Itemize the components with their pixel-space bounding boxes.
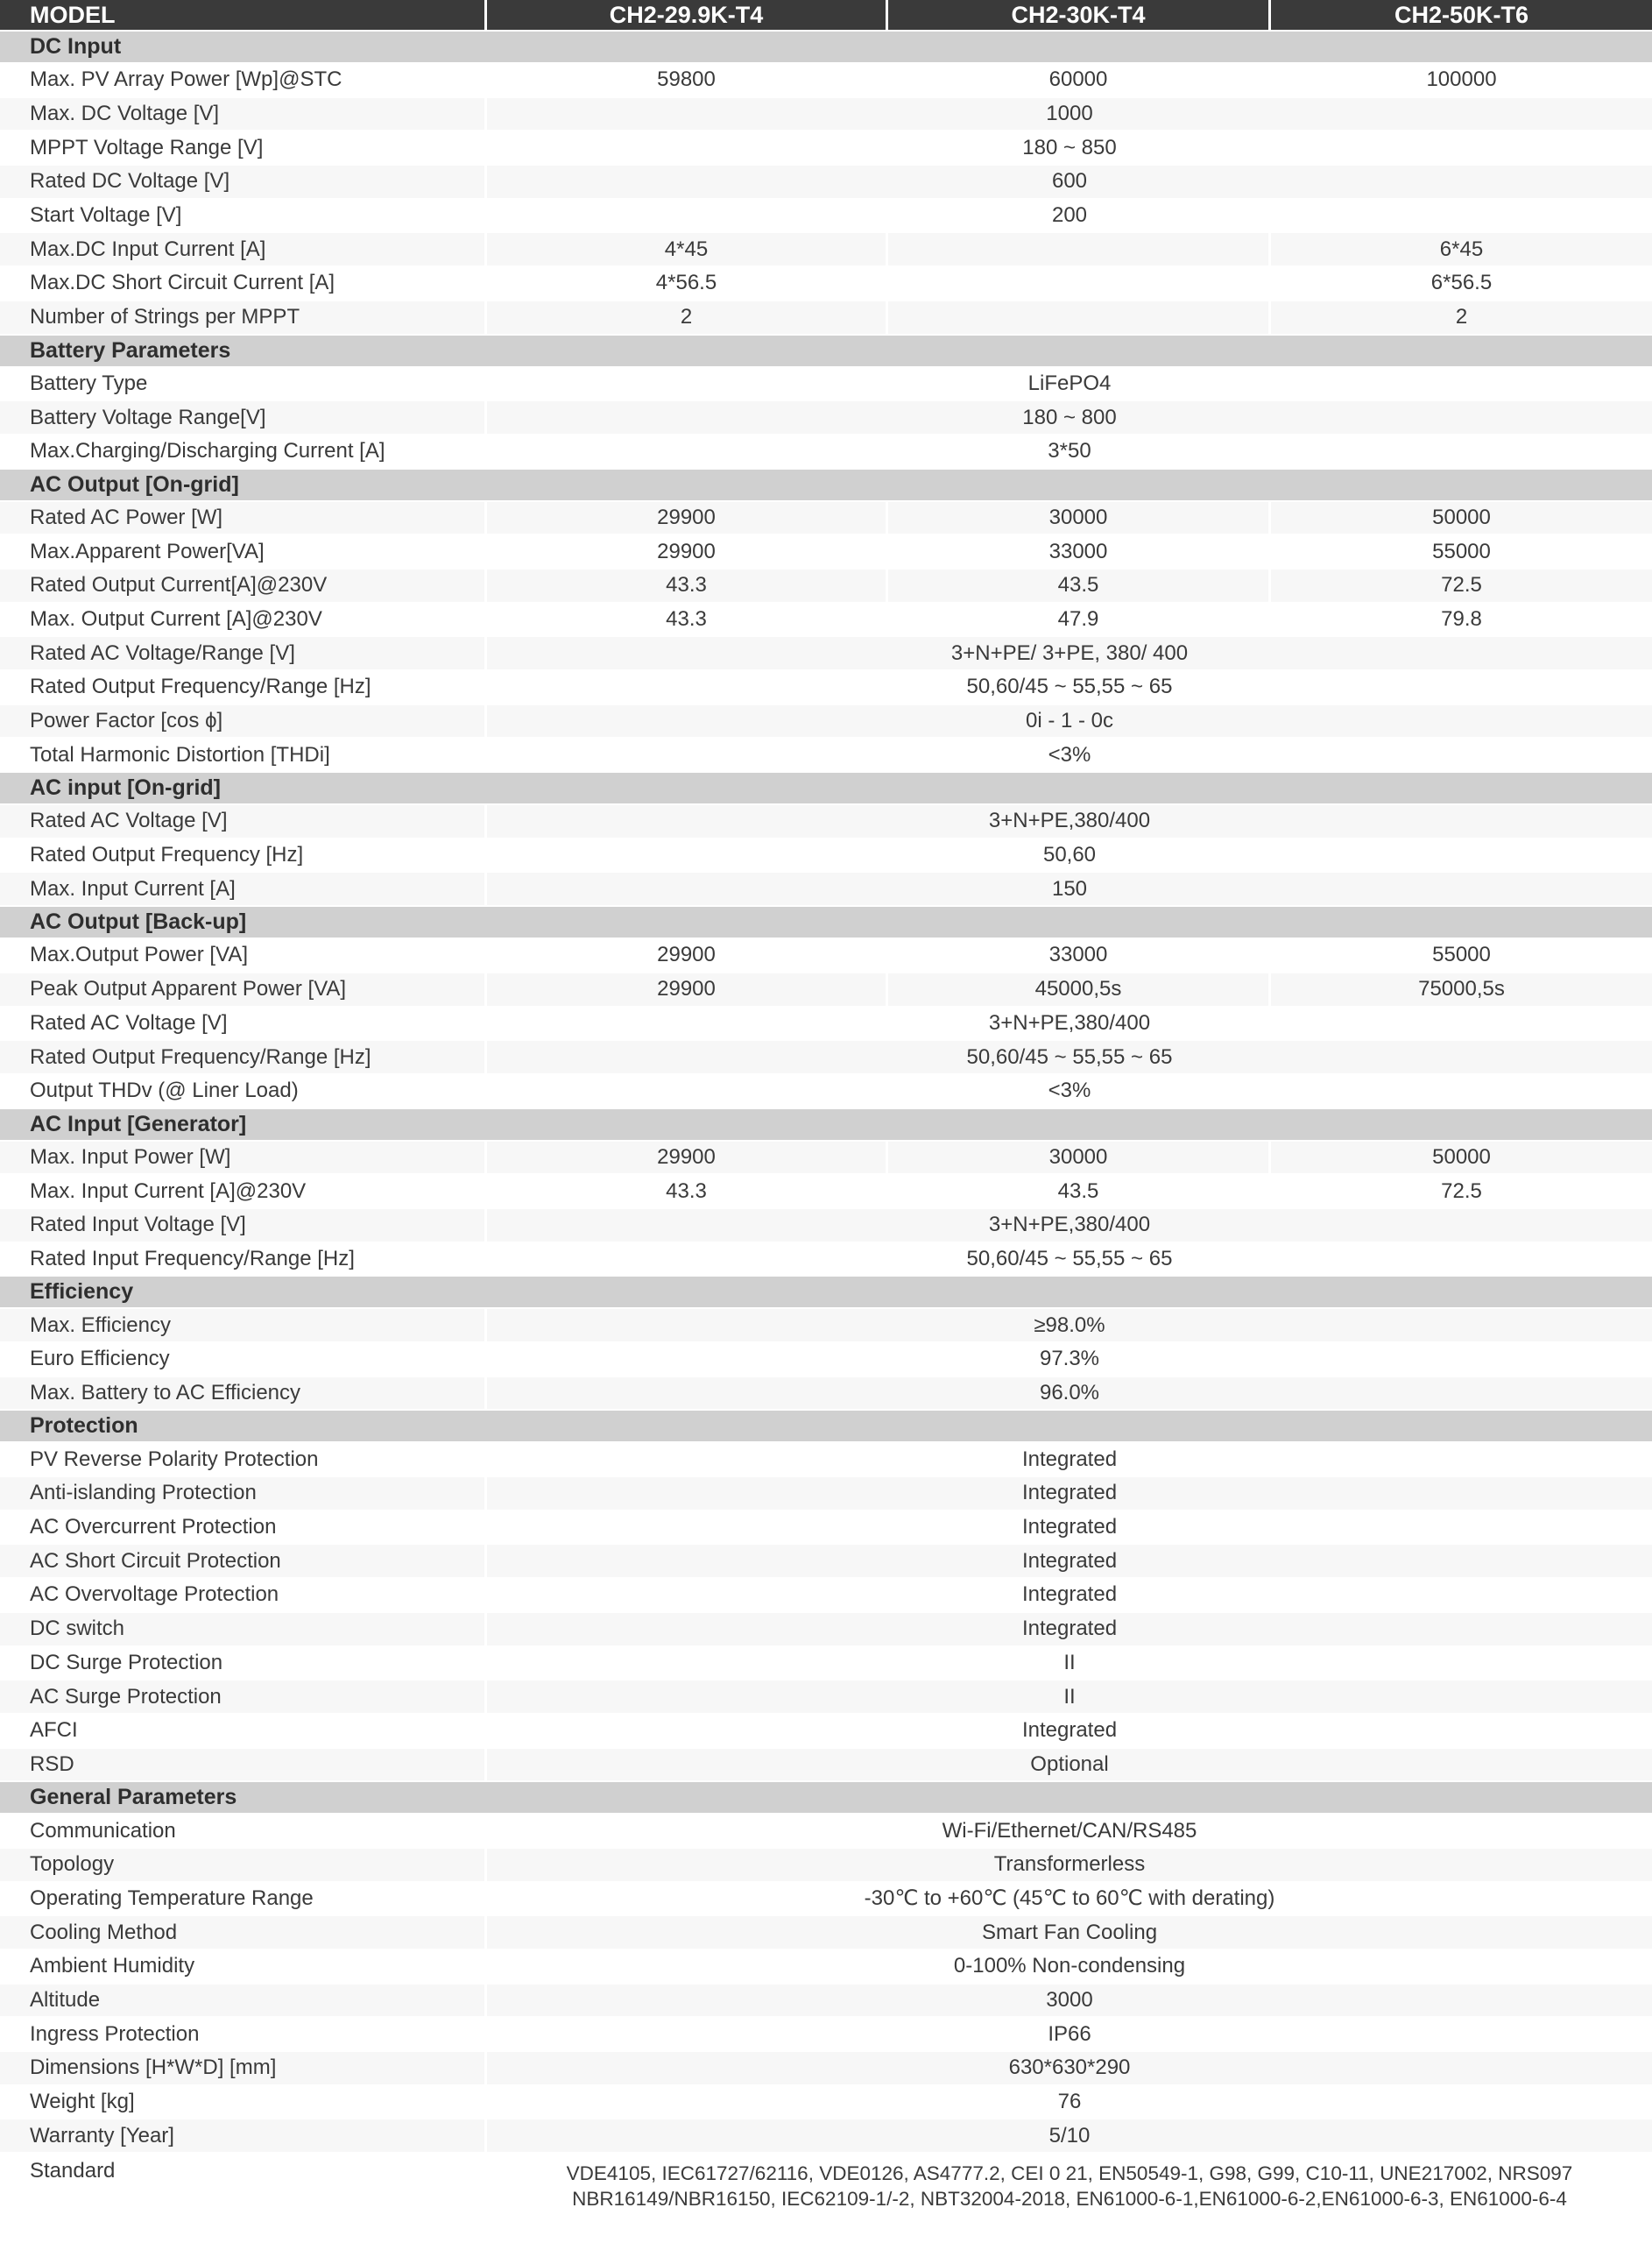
spec-value: 50000 bbox=[1268, 1142, 1652, 1174]
spec-row bbox=[0, 164, 1652, 198]
spec-row bbox=[0, 1207, 1652, 1242]
spec-value: ≥98.0% bbox=[484, 1309, 1652, 1341]
spec-value: 43.5 bbox=[886, 1175, 1268, 1207]
spec-value: 50,60 bbox=[484, 839, 1652, 872]
model-header-2: CH2-30K-T4 bbox=[886, 0, 1268, 30]
spec-value: Smart Fan Cooling bbox=[484, 1916, 1652, 1949]
spec-value: Integrated bbox=[484, 1477, 1652, 1510]
spec-label: Dimensions [H*W*D] [mm] bbox=[30, 2055, 277, 2080]
spec-row bbox=[0, 366, 1652, 400]
spec-label: Standard bbox=[30, 2159, 116, 2183]
spec-value: 55000 bbox=[1268, 939, 1652, 972]
spec-label: Max. Battery to AC Efficiency bbox=[30, 1381, 301, 1405]
spec-label: Cooling Method bbox=[30, 1920, 178, 1944]
spec-row bbox=[0, 871, 1652, 905]
spec-label: Number of Strings per MPPT bbox=[30, 305, 300, 329]
spec-value: 75000,5s bbox=[1268, 973, 1652, 1006]
spec-row bbox=[0, 938, 1652, 972]
spec-label: RSD bbox=[30, 1751, 74, 1776]
spec-row bbox=[0, 568, 1652, 602]
spec-row bbox=[0, 1914, 1652, 1949]
spec-row bbox=[0, 803, 1652, 838]
spec-value: Integrated bbox=[484, 1715, 1652, 1747]
spec-row bbox=[0, 1242, 1652, 1276]
spec-row bbox=[0, 400, 1652, 434]
spec-label: Power Factor [cos ϕ] bbox=[30, 709, 223, 733]
spec-row bbox=[0, 500, 1652, 534]
spec-value: Integrated bbox=[484, 1443, 1652, 1475]
spec-value: 50,60/45 ~ 55,55 ~ 65 bbox=[484, 1243, 1652, 1276]
spec-label: Rated AC Voltage [V] bbox=[30, 809, 228, 833]
spec-value: 76 bbox=[484, 2086, 1652, 2119]
spec-label: Topology bbox=[30, 1852, 115, 1877]
spec-label: AFCI bbox=[30, 1718, 78, 1743]
spec-value: 33000 bbox=[886, 535, 1268, 568]
spec-value: <3% bbox=[484, 739, 1652, 771]
spec-row bbox=[0, 96, 1652, 131]
spec-row bbox=[0, 1073, 1652, 1107]
spec-value: 43.5 bbox=[886, 570, 1268, 602]
spec-label: Rated Output Frequency/Range [Hz] bbox=[30, 675, 371, 699]
spec-value: 100000 bbox=[1268, 64, 1652, 96]
spec-label: MPPT Voltage Range [V] bbox=[30, 135, 264, 159]
spec-value: 29900 bbox=[484, 502, 886, 534]
spec-value: 33000 bbox=[886, 939, 1268, 972]
spec-value: LiFePO4 bbox=[484, 368, 1652, 400]
spec-row bbox=[0, 300, 1652, 334]
spec-value: 6*56.5 bbox=[1268, 267, 1652, 300]
spec-value: 30000 bbox=[886, 502, 1268, 534]
spec-value: Integrated bbox=[484, 1579, 1652, 1611]
spec-value: II bbox=[484, 1680, 1652, 1713]
model-header-row bbox=[0, 0, 1652, 30]
spec-row bbox=[0, 231, 1652, 265]
spec-row bbox=[0, 1510, 1652, 1544]
spec-row bbox=[0, 1475, 1652, 1510]
spec-row bbox=[0, 1543, 1652, 1577]
spec-row bbox=[0, 1039, 1652, 1073]
spec-row bbox=[0, 1747, 1652, 1781]
spec-value: Integrated bbox=[484, 1545, 1652, 1577]
spec-value: 45000,5s bbox=[886, 973, 1268, 1006]
spec-row bbox=[0, 1949, 1652, 1983]
spec-label: Ambient Humidity bbox=[30, 1954, 195, 1978]
spec-value bbox=[886, 301, 1268, 334]
section-header: AC input [On-grid] bbox=[0, 771, 1652, 803]
spec-value: 72.5 bbox=[1268, 570, 1652, 602]
spec-label: Max. DC Voltage [V] bbox=[30, 102, 220, 126]
spec-row bbox=[0, 2152, 1652, 2218]
spec-value: II bbox=[484, 1647, 1652, 1680]
spec-label: Warranty [Year] bbox=[30, 2123, 174, 2147]
spec-row bbox=[0, 1441, 1652, 1475]
standard-list bbox=[484, 2154, 1652, 2218]
spec-label: Max. Input Power [W] bbox=[30, 1144, 231, 1169]
section-header: AC Output [Back-up] bbox=[0, 905, 1652, 938]
spec-label: Rated Output Frequency [Hz] bbox=[30, 843, 304, 867]
spec-value: 50,60/45 ~ 55,55 ~ 65 bbox=[484, 1041, 1652, 1073]
spec-value: Wi-Fi/Ethernet/CAN/RS485 bbox=[484, 1815, 1652, 1847]
spec-value bbox=[886, 267, 1268, 300]
section-header: Battery Parameters bbox=[0, 334, 1652, 366]
spec-label: Rated AC Voltage [V] bbox=[30, 1010, 228, 1035]
spec-row bbox=[0, 1881, 1652, 1915]
spec-value: Optional bbox=[484, 1749, 1652, 1781]
spec-value: 3000 bbox=[484, 1985, 1652, 2017]
spec-value: 30000 bbox=[886, 1142, 1268, 1174]
spec-label: AC Short Circuit Protection bbox=[30, 1548, 281, 1573]
section-header: Efficiency bbox=[0, 1275, 1652, 1307]
spec-label: Max.DC Input Current [A] bbox=[30, 237, 266, 261]
spec-value: 630*630*290 bbox=[484, 2052, 1652, 2084]
spec-row bbox=[0, 1813, 1652, 1847]
spec-label: Rated Output Current[A]@230V bbox=[30, 573, 328, 598]
spec-label: Weight [kg] bbox=[30, 2090, 135, 2114]
spec-value: 29900 bbox=[484, 1142, 886, 1174]
section-header: AC Input [Generator] bbox=[0, 1107, 1652, 1140]
spec-label: Max.Output Power [VA] bbox=[30, 943, 248, 967]
spec-value: 180 ~ 800 bbox=[484, 401, 1652, 434]
spec-label: Total Harmonic Distortion [THDi] bbox=[30, 742, 330, 767]
spec-value: 29900 bbox=[484, 939, 886, 972]
spec-label: Max.DC Short Circuit Current [A] bbox=[30, 271, 335, 295]
spec-row bbox=[0, 635, 1652, 669]
spec-value: 3+N+PE/ 3+PE, 380/ 400 bbox=[484, 637, 1652, 669]
spec-value: 4*45 bbox=[484, 233, 886, 265]
spec-label: Max.Apparent Power[VA] bbox=[30, 539, 265, 563]
spec-label: Max. Input Current [A]@230V bbox=[30, 1178, 307, 1203]
spec-row bbox=[0, 838, 1652, 872]
section-header: Protection bbox=[0, 1409, 1652, 1441]
spec-value: 3+N+PE,380/400 bbox=[484, 1209, 1652, 1242]
spec-value: 3*50 bbox=[484, 435, 1652, 468]
spec-value: 2 bbox=[484, 301, 886, 334]
spec-row bbox=[0, 62, 1652, 96]
spec-row bbox=[0, 2084, 1652, 2119]
model-header-3: CH2-50K-T6 bbox=[1268, 0, 1652, 30]
spec-label: Max. PV Array Power [Wp]@STC bbox=[30, 67, 342, 92]
spec-label: AC Surge Protection bbox=[30, 1684, 222, 1709]
spec-row bbox=[0, 972, 1652, 1006]
spec-value: IP66 bbox=[484, 2018, 1652, 2050]
spec-label: Battery Voltage Range[V] bbox=[30, 405, 266, 429]
spec-value: 72.5 bbox=[1268, 1175, 1652, 1207]
spec-value: 43.3 bbox=[484, 604, 886, 636]
spec-value: 0i - 1 - 0c bbox=[484, 705, 1652, 738]
spec-row bbox=[0, 1376, 1652, 1410]
spec-value: 3+N+PE,380/400 bbox=[484, 805, 1652, 838]
spec-row bbox=[0, 1645, 1652, 1680]
spec-value: 6*45 bbox=[1268, 233, 1652, 265]
spec-value: 29900 bbox=[484, 973, 886, 1006]
spec-value: 0-100% Non-condensing bbox=[484, 1950, 1652, 1983]
spec-label: Operating Temperature Range bbox=[30, 1886, 314, 1910]
spec-label: Start Voltage [V] bbox=[30, 203, 182, 228]
spec-row bbox=[0, 198, 1652, 232]
spec-table-body bbox=[0, 30, 1652, 2218]
spec-value: 96.0% bbox=[484, 1377, 1652, 1410]
spec-value: 79.8 bbox=[1268, 604, 1652, 636]
spec-value: 43.3 bbox=[484, 1175, 886, 1207]
spec-value: 60000 bbox=[886, 64, 1268, 96]
spec-value: 55000 bbox=[1268, 535, 1652, 568]
spec-value: 97.3% bbox=[484, 1343, 1652, 1376]
spec-label: PV Reverse Polarity Protection bbox=[30, 1447, 319, 1471]
spec-row bbox=[0, 434, 1652, 468]
spec-row bbox=[0, 2118, 1652, 2152]
spec-value: <3% bbox=[484, 1075, 1652, 1107]
spec-label: Communication bbox=[30, 1818, 176, 1843]
spec-row bbox=[0, 1983, 1652, 2017]
section-header: AC Output [On-grid] bbox=[0, 468, 1652, 500]
spec-value: 1000 bbox=[484, 98, 1652, 131]
standard-line: VDE4105, IEC61727/62116, VDE0126, AS4777.2, CEI 0 21, EN50549-1, G98, G99, C10-11, UNE217002, NRS097 bbox=[566, 2162, 1573, 2185]
spec-label: Rated AC Voltage/Range [V] bbox=[30, 640, 295, 665]
spec-row bbox=[0, 1577, 1652, 1611]
spec-value bbox=[886, 233, 1268, 265]
spec-label: Euro Efficiency bbox=[30, 1347, 170, 1371]
spec-label: DC Surge Protection bbox=[30, 1650, 223, 1674]
spec-value: 180 ~ 850 bbox=[484, 131, 1652, 164]
spec-value: Transformerless bbox=[484, 1849, 1652, 1881]
spec-row bbox=[0, 130, 1652, 164]
spec-label: Rated Input Frequency/Range [Hz] bbox=[30, 1246, 355, 1270]
spec-label: Max. Efficiency bbox=[30, 1313, 171, 1337]
spec-row bbox=[0, 1307, 1652, 1341]
spec-row bbox=[0, 2016, 1652, 2050]
spec-value: 47.9 bbox=[886, 604, 1268, 636]
spec-value: 59800 bbox=[484, 64, 886, 96]
spec-value: 50000 bbox=[1268, 502, 1652, 534]
spec-row bbox=[0, 2050, 1652, 2084]
spec-label: Output THDv (@ Liner Load) bbox=[30, 1079, 299, 1103]
spec-row bbox=[0, 1679, 1652, 1713]
spec-label: Battery Type bbox=[30, 371, 148, 395]
spec-label: Anti-islanding Protection bbox=[30, 1481, 257, 1505]
spec-label: Max.Charging/Discharging Current [A] bbox=[30, 439, 385, 463]
spec-row bbox=[0, 602, 1652, 636]
spec-label: Rated DC Voltage [V] bbox=[30, 169, 230, 194]
spec-row bbox=[0, 1173, 1652, 1207]
spec-row bbox=[0, 704, 1652, 738]
spec-value: 2 bbox=[1268, 301, 1652, 334]
spec-value: 50,60/45 ~ 55,55 ~ 65 bbox=[484, 671, 1652, 704]
spec-value: Integrated bbox=[484, 1613, 1652, 1645]
standard-line: NBR16149/NBR16150, IEC62109-1/-2, NBT32004-2018, EN61000-6-1,EN61000-6-2,EN61000-6-3, EN61000-6-4 bbox=[572, 2188, 1567, 2211]
spec-label: Max. Input Current [A] bbox=[30, 876, 236, 901]
spec-value: 43.3 bbox=[484, 570, 886, 602]
spec-row bbox=[0, 1611, 1652, 1645]
spec-value: 150 bbox=[484, 873, 1652, 905]
spec-value: Integrated bbox=[484, 1511, 1652, 1544]
spec-label: AC Overvoltage Protection bbox=[30, 1582, 279, 1607]
spec-value: 4*56.5 bbox=[484, 267, 886, 300]
spec-value: 29900 bbox=[484, 535, 886, 568]
section-header: DC Input bbox=[0, 30, 1652, 62]
spec-value: 600 bbox=[484, 166, 1652, 198]
spec-value: 200 bbox=[484, 200, 1652, 232]
model-header-1: CH2-29.9K-T4 bbox=[484, 0, 886, 30]
spec-row bbox=[0, 737, 1652, 771]
spec-label: DC switch bbox=[30, 1617, 125, 1641]
spec-label: Rated AC Power [W] bbox=[30, 505, 223, 529]
spec-row bbox=[0, 1006, 1652, 1040]
spec-row bbox=[0, 265, 1652, 300]
spec-label: AC Overcurrent Protection bbox=[30, 1515, 277, 1539]
spec-label: Max. Output Current [A]@230V bbox=[30, 606, 322, 631]
spec-label: Ingress Protection bbox=[30, 2021, 200, 2046]
spec-row bbox=[0, 1847, 1652, 1881]
spec-value: -30℃ to +60℃ (45℃ to 60℃ with derating) bbox=[484, 1883, 1652, 1915]
model-header-label: MODEL bbox=[30, 1, 116, 28]
spec-label: Rated Input Voltage [V] bbox=[30, 1213, 246, 1237]
spec-row bbox=[0, 669, 1652, 704]
spec-label: Peak Output Apparent Power [VA] bbox=[30, 977, 347, 1001]
spec-value: 5/10 bbox=[484, 2119, 1652, 2152]
spec-label: Rated Output Frequency/Range [Hz] bbox=[30, 1044, 371, 1069]
spec-row bbox=[0, 534, 1652, 568]
spec-row bbox=[0, 1140, 1652, 1174]
spec-label: Altitude bbox=[30, 1988, 101, 2013]
spec-row bbox=[0, 1713, 1652, 1747]
spec-row bbox=[0, 1341, 1652, 1376]
spec-value: 3+N+PE,380/400 bbox=[484, 1008, 1652, 1040]
section-header: General Parameters bbox=[0, 1780, 1652, 1813]
